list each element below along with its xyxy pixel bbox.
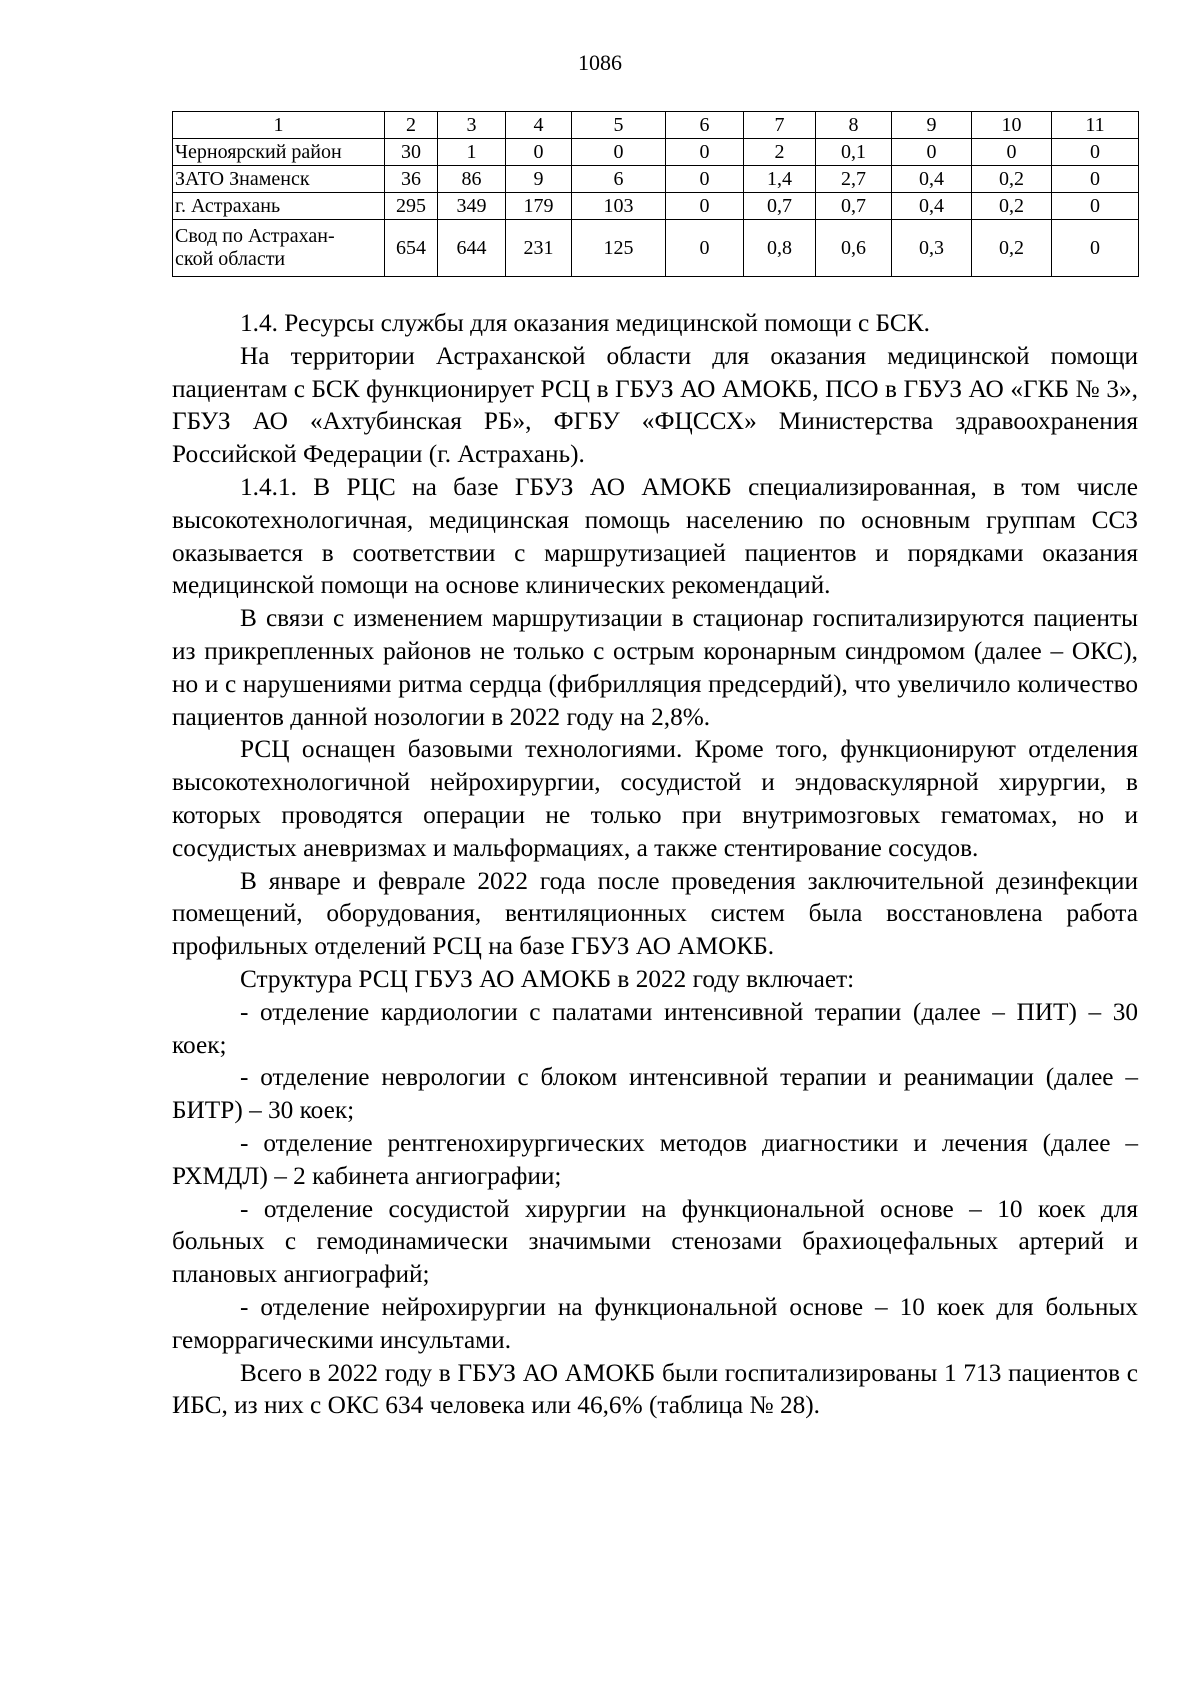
table-cell: 0	[666, 220, 744, 277]
row-label	[173, 220, 385, 277]
table-cell: 2	[744, 139, 816, 166]
table-cell: 0	[506, 139, 572, 166]
table-cell: 2,7	[816, 166, 892, 193]
table-cell: 0,2	[972, 220, 1052, 277]
table-cell: 0,7	[816, 193, 892, 220]
header-cell: 7	[744, 112, 816, 139]
table-cell: 1	[438, 139, 506, 166]
table-cell: 654	[385, 220, 438, 277]
header-cell: 5	[572, 112, 666, 139]
table-cell: 1,4	[744, 166, 816, 193]
table-cell: 0	[666, 139, 744, 166]
table-cell: 0,1	[816, 139, 892, 166]
paragraph: РСЦ оснащен базовыми технологиями. Кроме того, функционируют отделения высокотехнологичной нейрохирургии, сосудистой и эндоваскулярной хирургии, в которых проводятся операции не только при внутримозговых гематомах, но и сосудистых аневризмах и мальформациях, а также стентирование сосудов.	[172, 735, 1138, 862]
list-item: - отделение сосудистой хирургии на функциональной основе – 10 коек для больных с гемодинамически значимыми стенозами брахиоцефальных артерий и плановых ангиографий;	[172, 1194, 1138, 1289]
table-header-row	[173, 112, 1139, 139]
header-cell: 2	[385, 112, 438, 139]
row-label-line: Свод по Астрахан-	[175, 225, 335, 247]
table-cell: 0	[892, 139, 972, 166]
table-row	[173, 139, 1139, 166]
list-item: - отделение кардиологии с палатами интенсивной терапии (далее – ПИТ) – 30 коек;	[172, 997, 1138, 1059]
paragraph: 1.4.1. В РЦС на базе ГБУЗ АО АМОКБ специализированная, в том числе высокотехнологичная, медицинская помощь населению по основным группам ССЗ оказывается в соответствии с маршрутизацией пациентов и порядками оказания медицинской помощи на основе клинических рекомендаций.	[172, 472, 1138, 600]
table-cell: 0	[1052, 166, 1139, 193]
table-row	[173, 166, 1139, 193]
table-cell: 30	[385, 139, 438, 166]
table-cell: 0,8	[744, 220, 816, 277]
table-cell: 86	[438, 166, 506, 193]
table-cell: 295	[385, 193, 438, 220]
paragraph: Структура РСЦ ГБУЗ АО АМОКБ в 2022 году включает:	[240, 964, 855, 993]
table-cell: 644	[438, 220, 506, 277]
list-item: - отделение нейрохирургии на функциональной основе – 10 коек для больных геморрагическими инсультами.	[172, 1292, 1138, 1354]
table-cell: 0,3	[892, 220, 972, 277]
header-cell: 1	[173, 112, 385, 139]
header-cell: 10	[972, 112, 1052, 139]
table-cell: 0	[1052, 220, 1139, 277]
header-cell: 6	[666, 112, 744, 139]
table-cell: 349	[438, 193, 506, 220]
row-label: Черноярский район	[173, 139, 385, 166]
data-table	[172, 111, 1139, 277]
table-cell: 0,6	[816, 220, 892, 277]
table-cell: 0	[666, 193, 744, 220]
table-cell: 0,2	[972, 193, 1052, 220]
row-label: г. Астрахань	[173, 193, 385, 220]
table-cell: 0	[972, 139, 1052, 166]
header-cell: 8	[816, 112, 892, 139]
header-cell: 3	[438, 112, 506, 139]
section-heading: 1.4. Ресурсы службы для оказания медицинской помощи с БСК.	[240, 309, 930, 337]
table-row-total	[173, 220, 1139, 277]
table-cell: 0	[572, 139, 666, 166]
table-cell: 6	[572, 166, 666, 193]
table-cell: 0,4	[892, 193, 972, 220]
table-cell: 231	[506, 220, 572, 277]
header-cell: 4	[506, 112, 572, 139]
paragraph: В связи с изменением маршрутизации в стационар госпитализируются пациенты из прикрепленных районов не только с острым коронарным синдромом (далее – ОКС), но и с нарушениями ритма сердца (фибрилляция предсердий), что увеличило количество пациентов данной нозологии в 2022 году на 2,8%.	[172, 604, 1138, 731]
table-cell: 103	[572, 193, 666, 220]
paragraph: Всего в 2022 году в ГБУЗ АО АМОКБ были госпитализированы 1 713 пациентов с ИБС, из них с ОКС 634 человека или 46,6% (таблица № 28).	[172, 1358, 1138, 1420]
paragraph: В январе и феврале 2022 года после проведения заключительной дезинфекции помещений, оборудования, вентиляционных систем была восстановлена работа профильных отделений РСЦ на базе ГБУЗ АО АМОКБ.	[172, 866, 1138, 961]
table-cell: 9	[506, 166, 572, 193]
row-label: ЗАТО Знаменск	[173, 166, 385, 193]
table-cell: 0	[666, 166, 744, 193]
table-cell: 0,4	[892, 166, 972, 193]
body-text	[172, 307, 1138, 1422]
paragraph: На территории Астраханской области для оказания медицинской помощи пациентам с БСК функционирует РСЦ в ГБУЗ АО АМОКБ, ПСО в ГБУЗ АО «ГКБ № 3», ГБУЗ АО «Ахтубинская РБ», ФГБУ «ФЦССХ» Министерства здравоохранения Российской Федерации (г. Астрахань).	[172, 341, 1138, 469]
list-item: - отделение рентгенохирургических методов диагностики и лечения (далее – РХМДЛ) – 2 кабинета ангиографии;	[172, 1128, 1138, 1190]
list-item: - отделение неврологии с блоком интенсивной терапии и реанимации (далее – БИТР) – 30 коек;	[172, 1063, 1138, 1125]
table-row	[173, 193, 1139, 220]
table-cell: 0	[1052, 139, 1139, 166]
table-cell: 179	[506, 193, 572, 220]
header-cell: 9	[892, 112, 972, 139]
row-label-line: ской области	[175, 248, 286, 270]
table-cell: 0,2	[972, 166, 1052, 193]
header-cell: 11	[1052, 112, 1139, 139]
table-cell: 0	[1052, 193, 1139, 220]
table-cell: 125	[572, 220, 666, 277]
table-cell: 0,7	[744, 193, 816, 220]
page-number: 1086	[578, 50, 622, 75]
table-cell: 36	[385, 166, 438, 193]
